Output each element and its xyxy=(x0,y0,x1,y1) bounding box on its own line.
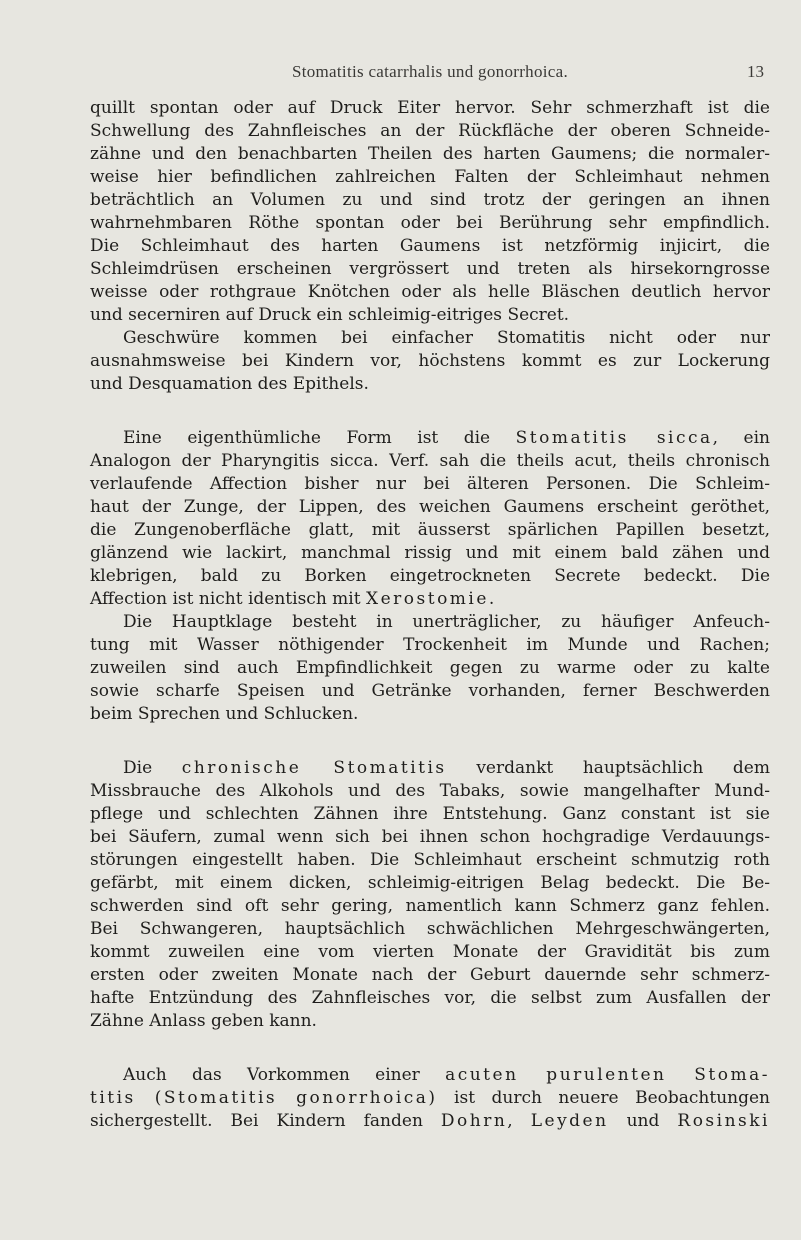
text-line: beim Sprechen und Schlucken. xyxy=(90,704,359,724)
text-line: und secerniren auf Druck ein schleimig-eitriges Secret. xyxy=(90,305,570,325)
author-name: Leyden xyxy=(530,1111,609,1131)
text-run: Affection ist nicht identisch mit xyxy=(90,589,361,609)
text-line: zähne und den benachbarten Theilen des harten Gaumens; die normaler- xyxy=(90,144,770,164)
text-line: Schleimdrüsen erscheinen vergrössert und treten als hirsekorngrosse xyxy=(90,259,770,279)
text-line: Die Hauptklage besteht in unerträglicher, zu häufiger Anfeuch- xyxy=(123,612,770,632)
text-line: glänzend wie lackirt, manchmal rissig und mit einem bald zähen und xyxy=(90,543,770,563)
text-line: die Zungenoberfläche glatt, mit äusserst spärlichen Papillen besetzt, xyxy=(90,520,770,540)
text-line: quillt spontan oder auf Druck Eiter hervor. Sehr schmerzhaft ist die xyxy=(90,98,770,118)
text-line: Zähne Anlass geben kann. xyxy=(90,1011,317,1031)
text-run: sichergestellt. Bei Kindern fanden xyxy=(90,1111,423,1131)
text-line: weise hier befindlichen zahlreichen Falten der Schleimhaut nehmen xyxy=(90,167,770,187)
paragraph-2 xyxy=(90,327,770,396)
text-line xyxy=(90,757,770,780)
paragraph-gap xyxy=(90,726,770,757)
text-line: störungen eingestellt haben. Die Schleimhaut erscheint schmutzig roth xyxy=(90,850,770,870)
text-line: klebrigen, bald zu Borken eingetrockneten Secrete bedeckt. Die xyxy=(90,566,770,586)
text-line: schwerden sind oft sehr gering, namentlich kann Schmerz ganz fehlen. xyxy=(90,896,770,916)
text-line: Missbrauche des Alkohols und des Tabaks, sowie mangelhafter Mund- xyxy=(90,781,770,801)
running-head xyxy=(90,62,770,86)
text-line xyxy=(90,1087,770,1110)
text-run: , ein xyxy=(712,428,770,448)
running-title: Stomatitis catarrhalis und gonorrhoica. xyxy=(291,62,569,81)
text-line: pflege und schlechten Zähnen ihre Entstehung. Ganz constant ist sie xyxy=(90,804,770,824)
term-stomatitis-gonorrhoica: titis (Stomatitis gonorrhoica) xyxy=(90,1088,438,1108)
text-line: kommt zuweilen eine vom vierten Monate der Gravidität bis zum xyxy=(90,942,770,962)
text-line: verlaufende Affection bisher nur bei älteren Personen. Die Schleim- xyxy=(90,474,770,494)
text-run: Auch das Vorkommen einer xyxy=(123,1065,420,1085)
page-number: 13 xyxy=(747,62,764,81)
text-run: Die xyxy=(123,758,153,778)
text-line: ausnahmsweise bei Kindern vor, höchstens kommt es zur Lockerung xyxy=(90,351,770,371)
text-line: tung mit Wasser nöthigender Trockenheit im Munde und Rachen; xyxy=(90,635,770,655)
text-line: und Desquamation des Epithels. xyxy=(90,374,369,394)
author-name: Rosinski xyxy=(677,1111,770,1131)
term-xerostomie: Xerostomie xyxy=(365,589,489,609)
text-line: beträchtlich an Volumen zu und sind trotz der geringen an ihnen xyxy=(90,190,770,210)
text-run: verdankt hauptsächlich dem xyxy=(476,758,770,778)
text-line: Schwellung des Zahnfleisches an der Rückfläche der oberen Schneide- xyxy=(90,121,770,141)
text-line: wahrnehmbaren Röthe spontan oder bei Berührung sehr empfindlich. xyxy=(90,213,770,233)
paragraph-3 xyxy=(90,427,770,611)
text-line: ersten oder zweiten Monate nach der Geburt dauernde sehr schmerz- xyxy=(90,965,770,985)
paragraph-5 xyxy=(90,757,770,1033)
text-run: Eine eigenthümliche Form ist die xyxy=(123,428,491,448)
text-run: und xyxy=(626,1111,660,1131)
text-line xyxy=(90,1064,770,1087)
text-line: bei Säufern, zumal wenn sich bei ihnen schon hochgradige Verdauungs- xyxy=(90,827,770,847)
text-line: Geschwüre kommen bei einfacher Stomatitis nicht oder nur xyxy=(123,328,770,348)
text-line xyxy=(90,588,770,611)
text-run: , xyxy=(507,1111,513,1131)
text-line: haut der Zunge, der Lippen, des weichen Gaumens erscheint geröthet, xyxy=(90,497,770,517)
text-line: sowie scharfe Speisen und Getränke vorhanden, ferner Beschwerden xyxy=(90,681,770,701)
text-line xyxy=(90,427,770,450)
term-chronische-stomatitis: chronische Stomatitis xyxy=(181,758,447,778)
paragraph-1 xyxy=(90,97,770,327)
text-line: Bei Schwangeren, hauptsächlich schwächlichen Mehrgeschwängerten, xyxy=(90,919,770,939)
author-name: Dohrn xyxy=(440,1111,508,1131)
text-line: Die Schleimhaut des harten Gaumens ist netzförmig injicirt, die xyxy=(90,236,770,256)
paragraph-6 xyxy=(90,1064,770,1133)
text-run: . xyxy=(488,589,495,609)
body-text xyxy=(90,97,770,1133)
term-stomatitis-sicca: Stomatitis sicca xyxy=(515,428,713,448)
paragraph-gap xyxy=(90,396,770,427)
paragraph-gap xyxy=(90,1033,770,1064)
text-line: weisse oder rothgraue Knötchen oder als helle Bläschen deutlich hervor xyxy=(90,282,770,302)
text-line: Analogon der Pharyngitis sicca. Verf. sah die theils acut, theils chronisch xyxy=(90,451,770,471)
term-acute-purulent-stomatitis: acuten purulenten Stoma- xyxy=(445,1065,770,1085)
text-line: gefärbt, mit einem dicken, schleimig-eitrigen Belag bedeckt. Die Be- xyxy=(90,873,770,893)
text-line: hafte Entzündung des Zahnfleisches vor, die selbst zum Ausfallen der xyxy=(90,988,770,1008)
text-line: zuweilen sind auch Empfindlichkeit gegen zu warme oder zu kalte xyxy=(90,658,770,678)
text-line xyxy=(90,1110,770,1133)
paragraph-4 xyxy=(90,611,770,726)
text-run: ist durch neuere Beobachtungen xyxy=(454,1088,770,1108)
